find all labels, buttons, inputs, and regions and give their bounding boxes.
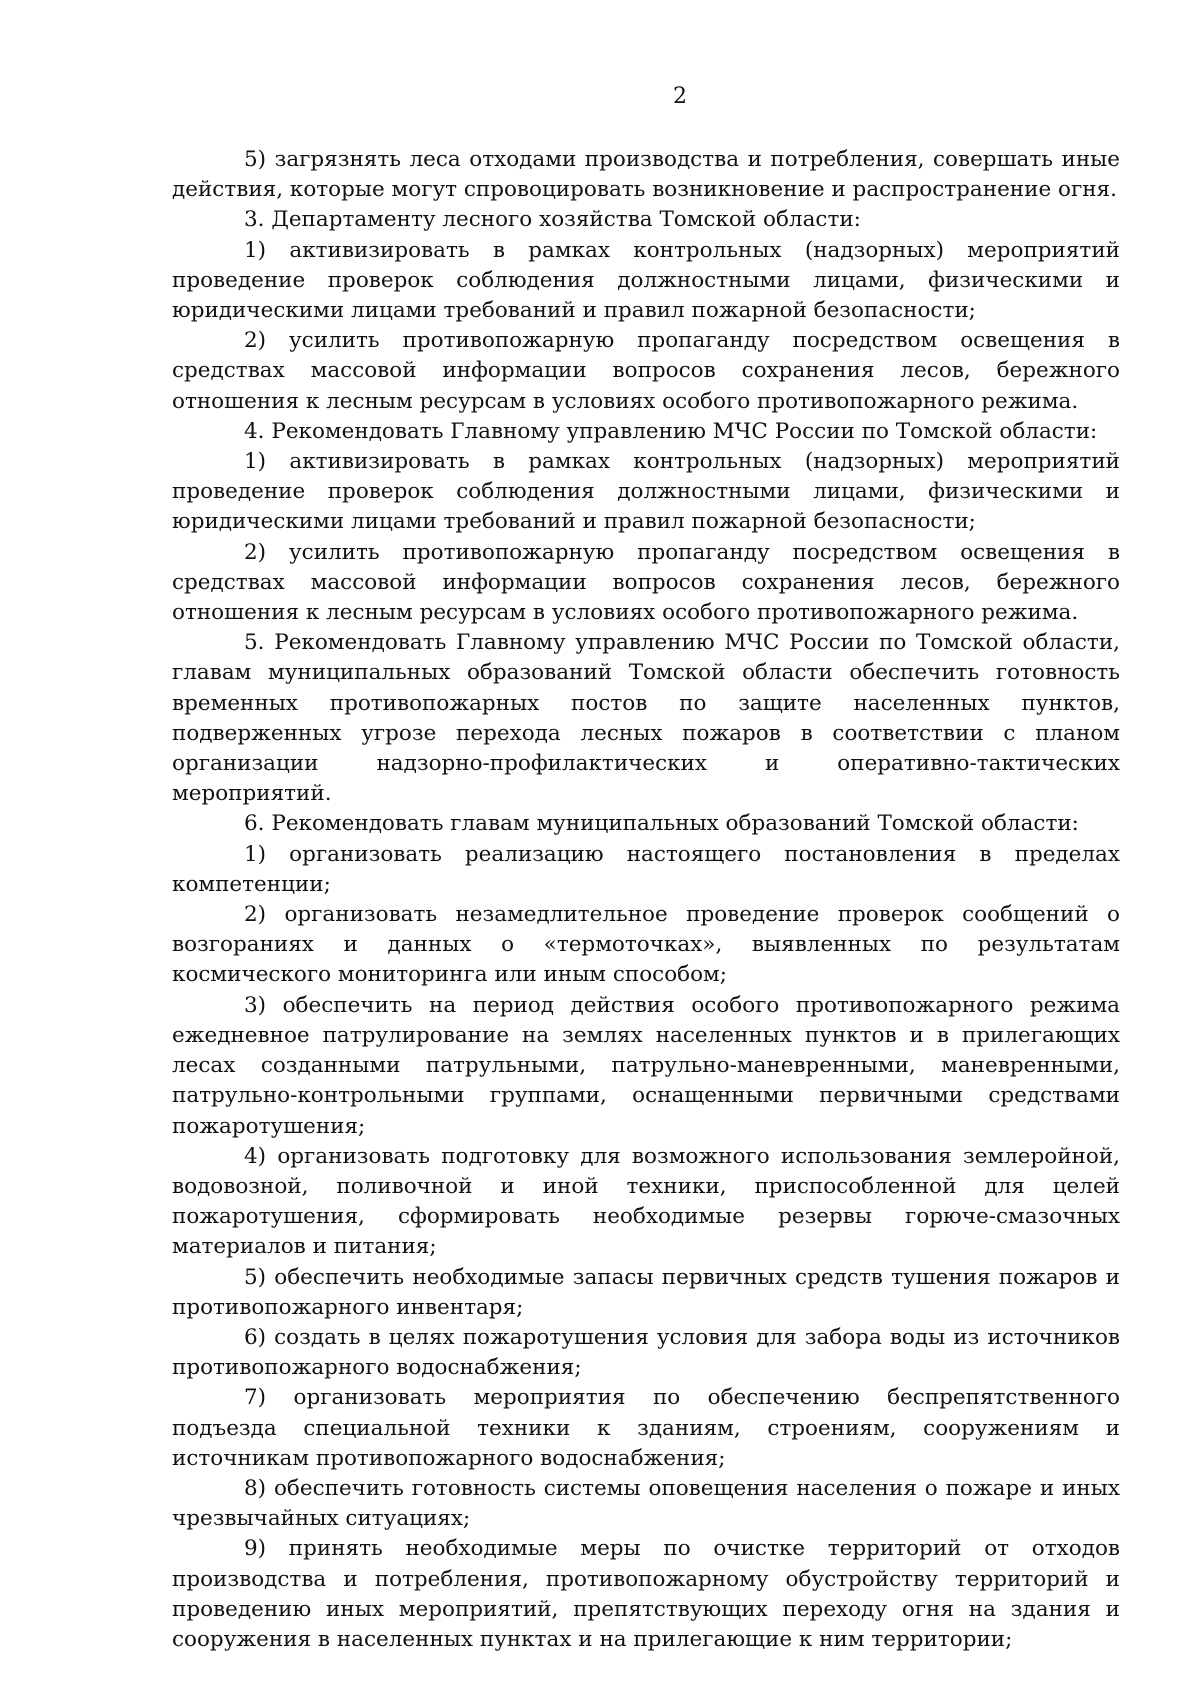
- paragraph: 4) организовать подготовку для возможного использования землеройной, водовозной, поливочной и иной техники, приспособленной для целей пожаротушения, сформировать необходимые резервы горюче-смазочных материалов и питания;: [172, 1143, 1120, 1260]
- document-body: [172, 145, 1120, 1655]
- paragraph: 9) принять необходимые меры по очистке территорий от отходов производства и потребления, противопожарному обустройству территорий и проведению иных мероприятий, препятствующих переходу огня на здания и сооружения в населенных пунктах и на прилегающие к ним территории;: [172, 1536, 1120, 1652]
- paragraph: 2) усилить противопожарную пропаганду посредством освещения в средствах массовой информации вопросов сохранения лесов, бережного отношения к лесным ресурсам в условиях особого противопожарного режима.: [172, 328, 1120, 414]
- paragraph: 5) обеспечить необходимые запасы первичных средств тушения пожаров и противопожарного инвентаря;: [172, 1264, 1120, 1320]
- paragraph: 2) организовать незамедлительное проведение проверок сообщений о возгораниях и данных о «термоточках», выявленных по результатам космического мониторинга или иным способом;: [172, 902, 1120, 988]
- paragraph: 1) активизировать в рамках контрольных (надзорных) мероприятий проведение проверок соблюдения должностными лицами, физическими и юридическими лицами требований и правил пожарной безопасности;: [172, 449, 1120, 535]
- section-heading: 4. Рекомендовать Главному управлению МЧС России по Томской области:: [244, 418, 1098, 444]
- paragraph: 6) создать в целях пожаротушения условия для забора воды из источников противопожарного водоснабжения;: [172, 1324, 1120, 1381]
- paragraph: 1) активизировать в рамках контрольных (надзорных) мероприятий проведение проверок соблюдения должностными лицами, физическими и юридическими лицами требований и правил пожарной безопасности;: [172, 237, 1120, 324]
- paragraph: 2) усилить противопожарную пропаганду посредством освещения в средствах массовой информации вопросов сохранения лесов, бережного отношения к лесным ресурсам в условиях особого противопожарного режима.: [172, 539, 1120, 626]
- paragraph: 1) организовать реализацию настоящего постановления в пределах компетенции;: [172, 841, 1120, 897]
- paragraph: 7) организовать мероприятия по обеспечению беспрепятственного подъезда специальной техники к зданиям, строениям, сооружениям и источникам противопожарного водоснабжения;: [172, 1385, 1120, 1471]
- section-paragraph: 5. Рекомендовать Главному управлению МЧС России по Томской области, главам муниципальных образований Томской области обеспечить готовность временных противопожарных постов по защите населенных пунктов, подверженных угрозе перехода лесных пожаров в соответствии с планом организации надзорно-профилактических и оперативно-тактических мероприятий.: [172, 630, 1120, 807]
- paragraph: 3) обеспечить на период действия особого противопожарного режима ежедневное патрулирование на землях населенных пунктов и в прилегающих лесах созданными патрульными, патрульно-маневренными, маневренными, патрульно-контрольными группами, оснащенными первичными средствами пожаротушения;: [172, 992, 1120, 1139]
- page-number: 2: [673, 84, 687, 109]
- section-heading: 3. Департаменту лесного хозяйства Томской области:: [244, 207, 861, 233]
- section-heading: 6. Рекомендовать главам муниципальных образований Томской области:: [244, 811, 1079, 837]
- paragraph: 8) обеспечить готовность системы оповещения населения о пожаре и иных чрезвычайных ситуациях;: [172, 1475, 1120, 1532]
- paragraph: 5) загрязнять леса отходами производства и потребления, совершать иные действия, которые могут спровоцировать возникновение и распространение огня.: [172, 147, 1120, 203]
